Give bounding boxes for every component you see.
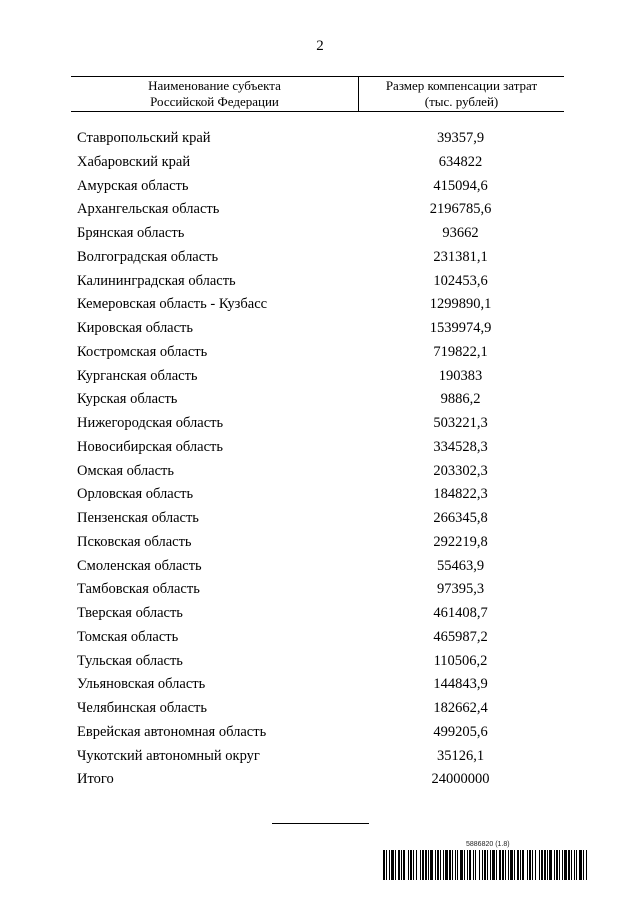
compensation-amount: 182662,4 xyxy=(433,700,488,716)
compensation-amount: 2196785,6 xyxy=(429,201,492,218)
compensation-amount: 503221,3 xyxy=(433,415,488,431)
region-name: Пензенская область xyxy=(77,510,199,526)
region-name: Омская область xyxy=(77,462,174,479)
table-row xyxy=(0,366,640,390)
compensation-amount: 634822 xyxy=(438,153,483,170)
table-row xyxy=(0,247,640,271)
header-compensation-amount-text: Размер компенсации затрат (тыс. рублей) xyxy=(385,78,538,109)
region-name: Смоленская область xyxy=(77,557,202,574)
region-name: Тульская область xyxy=(77,652,183,669)
table-row xyxy=(0,674,640,698)
region-name: Новосибирская область xyxy=(77,438,223,455)
region-name: Челябинская область xyxy=(77,700,207,716)
end-separator-line xyxy=(272,823,369,824)
region-name: Кировская область xyxy=(77,320,194,336)
compensation-amount: 719822,1 xyxy=(433,343,488,360)
compensation-amount: 1539974,9 xyxy=(429,320,492,336)
region-name: Ставропольский край xyxy=(77,130,211,146)
table-row xyxy=(0,603,640,627)
region-name: Псковская область xyxy=(77,533,192,550)
table-row xyxy=(0,651,640,675)
header-region-name-text: Наименование субъекта Российской Федерации xyxy=(148,78,281,109)
compensation-amount: 499205,6 xyxy=(433,723,488,740)
header-region-name xyxy=(71,77,358,111)
region-name: Костромская область xyxy=(77,343,208,360)
region-name: Тверская область xyxy=(77,605,183,621)
table-row xyxy=(0,722,640,746)
table-row xyxy=(0,698,640,722)
table-row xyxy=(0,152,640,176)
compensation-amount: 93662 xyxy=(442,225,479,241)
table-row xyxy=(0,413,640,437)
table-row xyxy=(0,199,640,223)
compensation-amount: 190383 xyxy=(438,367,483,384)
compensation-amount: 97395,3 xyxy=(436,581,485,598)
compensation-amount: 203302,3 xyxy=(433,462,488,479)
table-row xyxy=(0,484,640,508)
compensation-amount: 266345,8 xyxy=(433,510,488,526)
table-row xyxy=(0,461,640,485)
table-row xyxy=(0,746,640,770)
region-name: Томская область xyxy=(77,628,179,645)
compensation-amount: 24000000 xyxy=(431,771,490,788)
table-body xyxy=(0,128,640,793)
compensation-amount: 9886,2 xyxy=(440,391,481,408)
region-name: Итого xyxy=(77,771,114,788)
compensation-amount: 465987,2 xyxy=(433,628,488,645)
region-name: Амурская область xyxy=(77,177,189,194)
document-barcode xyxy=(383,841,588,880)
region-name: Тамбовская область xyxy=(77,581,200,598)
table-row xyxy=(0,294,640,318)
region-name: Кемеровская область - Кузбасс xyxy=(77,296,268,313)
table-row xyxy=(0,223,640,247)
table-header xyxy=(71,76,564,112)
compensation-amount: 461408,7 xyxy=(433,605,488,621)
table-row xyxy=(0,437,640,461)
region-name: Брянская область xyxy=(77,225,185,241)
table-row xyxy=(0,342,640,366)
table-row xyxy=(0,556,640,580)
region-name: Хабаровский край xyxy=(77,153,191,170)
region-name: Курская область xyxy=(77,391,178,408)
region-name: Еврейская автономная область xyxy=(77,723,267,740)
compensation-amount: 1299890,1 xyxy=(429,296,492,313)
region-name: Нижегородская область xyxy=(77,415,224,431)
table-row xyxy=(0,271,640,295)
region-name: Калининградская область xyxy=(77,272,236,289)
table-row xyxy=(0,508,640,532)
table-row xyxy=(0,176,640,200)
compensation-amount: 35126,1 xyxy=(436,747,485,764)
compensation-amount: 292219,8 xyxy=(433,533,488,550)
barcode-label: 5886820 (1.8) xyxy=(466,841,510,848)
table-row xyxy=(0,627,640,651)
compensation-amount: 39357,9 xyxy=(436,130,485,146)
table-row xyxy=(0,769,640,793)
region-name: Архангельская область xyxy=(77,201,220,218)
compensation-amount: 184822,3 xyxy=(433,486,488,503)
compensation-amount: 55463,9 xyxy=(436,557,485,574)
table-row xyxy=(0,128,640,152)
region-name: Курганская область xyxy=(77,367,198,384)
barcode-graphic xyxy=(383,850,588,880)
table-row xyxy=(0,389,640,413)
region-name: Ульяновская область xyxy=(77,676,206,693)
compensation-amount: 231381,1 xyxy=(433,248,488,265)
compensation-amount: 110506,2 xyxy=(433,652,488,669)
compensation-amount: 415094,6 xyxy=(433,177,488,194)
table-row xyxy=(0,579,640,603)
table-row xyxy=(0,532,640,556)
compensation-amount: 102453,6 xyxy=(433,272,488,289)
region-name: Волгоградская область xyxy=(77,248,219,265)
region-name: Чукотский автономный округ xyxy=(77,747,260,764)
header-compensation-amount xyxy=(358,77,564,111)
region-name: Орловская область xyxy=(77,486,194,503)
compensation-amount: 334528,3 xyxy=(433,438,488,455)
table-row xyxy=(0,318,640,342)
page-number: 2 xyxy=(316,38,324,54)
compensation-amount: 144843,9 xyxy=(433,676,488,693)
